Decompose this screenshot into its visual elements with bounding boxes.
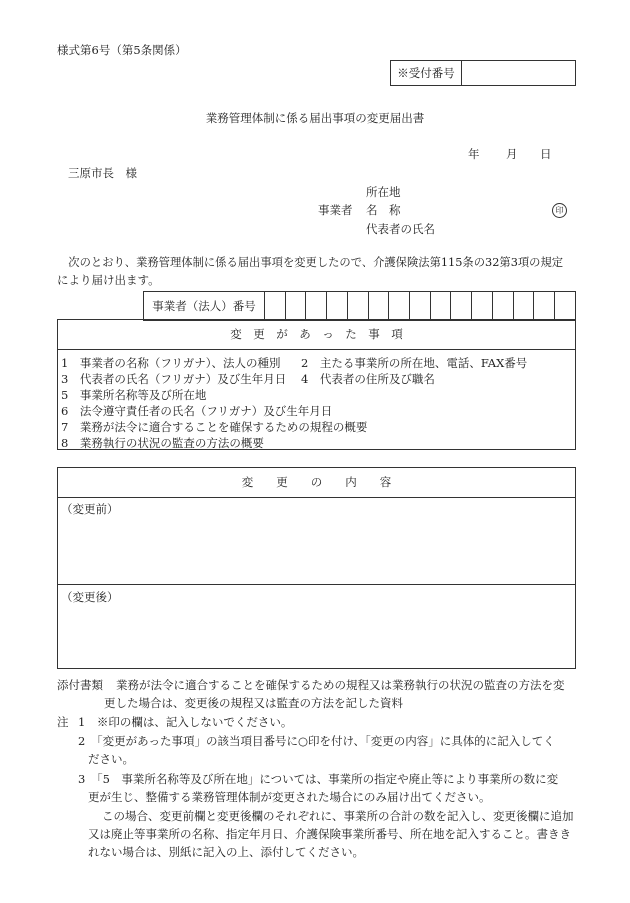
corp-number-digit[interactable] (534, 292, 555, 321)
corp-number-digit[interactable] (555, 292, 576, 321)
corp-number-digit[interactable] (265, 292, 286, 321)
change-item[interactable]: 2 主たる事業所の所在地、電話、FAX番号 (301, 356, 528, 370)
note-3-line-3: この場合、変更前欄と変更後欄のそれぞれに、事業所の合計の数を記入し、変更後欄に追加 (102, 809, 574, 823)
intro-line-1: 次のとおり、業務管理体制に係る届出事項を変更したので、介護保険法第115条の32第3項の規定 (57, 256, 564, 269)
change-item[interactable]: 5 事業所名称等及び所在地 (61, 388, 207, 402)
change-item[interactable]: 7 業務が法令に適合することを確保するための規程の概要 (61, 420, 368, 434)
name-label: 名 称 (366, 203, 401, 217)
corp-number-digit[interactable] (347, 292, 368, 321)
corp-number-digit[interactable] (368, 292, 389, 321)
change-item[interactable]: 8 業務執行の状況の監査の方法の概要 (61, 436, 264, 450)
notes-label: 注 (57, 715, 69, 729)
note-2-line-1: 2 「変更があった事項」の該当項目番号に○印を付け、「変更の内容」に具体的に記入してく (78, 734, 555, 748)
corp-number-digit[interactable] (327, 292, 348, 321)
applicant-label: 事業者 (318, 203, 353, 217)
attachments-line-1: 業務が法令に適合することを確保するための規程又は業務執行の状況の監査の方法を変 (116, 678, 565, 692)
receipt-number-box (390, 60, 576, 86)
changed-items-box (57, 319, 576, 450)
document-title: 業務管理体制に係る届出事項の変更届出書 (205, 111, 425, 125)
date-month: 月 (506, 147, 518, 161)
address-label: 所在地 (366, 185, 401, 199)
change-content-header: 変 更 の 内 容 (58, 468, 575, 498)
note-3-line-2: 更が生じ、整備する業務管理体制が変更された場合にのみ届け出てください。 (88, 790, 491, 804)
before-change-label: （変更前） (61, 502, 119, 516)
corp-number-grid (143, 291, 576, 321)
note-2-line-2: ださい。 (88, 752, 134, 766)
seal-mark: 印 (552, 203, 567, 218)
representative-label: 代表者の氏名 (366, 222, 435, 236)
corp-number-digit[interactable] (389, 292, 410, 321)
attachments-line-2: 更した場合は、変更後の規程又は監査の方法を記した資料 (104, 696, 403, 710)
addressee: 三原市長 様 (68, 166, 137, 180)
change-item[interactable]: 3 代表者の氏名（フリガナ）及び生年月日 (61, 372, 287, 386)
date-day: 日 (540, 147, 552, 161)
form-id: 様式第6号（第5条関係） (57, 43, 187, 57)
note-3-line-4: 又は廃止等事業所の名称、指定年月日、介護保険事業所番号、所在地を記入すること。書きき (88, 827, 571, 841)
corp-number-digit[interactable] (472, 292, 493, 321)
corp-number-digit[interactable] (513, 292, 534, 321)
note-3-line-1: 3 「5 事業所名称等及び所在地」については、事業所の指定や廃止等により事業所の数に変 (78, 772, 559, 786)
note-1: 1 ※印の欄は、記入しないでください。 (78, 715, 293, 729)
receipt-number-field[interactable] (462, 61, 576, 86)
intro-line-2: により届け出ます。 (57, 273, 160, 287)
before-change-area[interactable] (58, 497, 575, 585)
corp-number-digit[interactable] (430, 292, 451, 321)
corp-number-digit[interactable] (410, 292, 431, 321)
after-change-area[interactable] (58, 585, 575, 668)
note-3-line-5: れない場合は、別紙に記入の上、添付してください。 (88, 845, 364, 859)
changed-items-header: 変 更 が あ っ た 事 項 (58, 320, 575, 350)
corp-number-digit[interactable] (451, 292, 472, 321)
receipt-label: ※受付番号 (391, 61, 462, 86)
date-year: 年 (468, 147, 480, 161)
change-content-box (57, 467, 576, 669)
change-item[interactable]: 1 事業者の名称（フリガナ）、法人の種別 (61, 356, 281, 370)
change-item[interactable]: 4 代表者の住所及び職名 (301, 372, 435, 386)
after-change-label: （変更後） (61, 590, 119, 604)
corp-number-digit[interactable] (285, 292, 306, 321)
corp-number-digit[interactable] (492, 292, 513, 321)
attachments-label: 添付書類 (57, 678, 103, 692)
change-item[interactable]: 6 法令遵守責任者の氏名（フリガナ）及び生年月日 (61, 404, 333, 418)
corp-number-label: 事業者（法人）番号 (144, 292, 265, 321)
corp-number-digit[interactable] (306, 292, 327, 321)
